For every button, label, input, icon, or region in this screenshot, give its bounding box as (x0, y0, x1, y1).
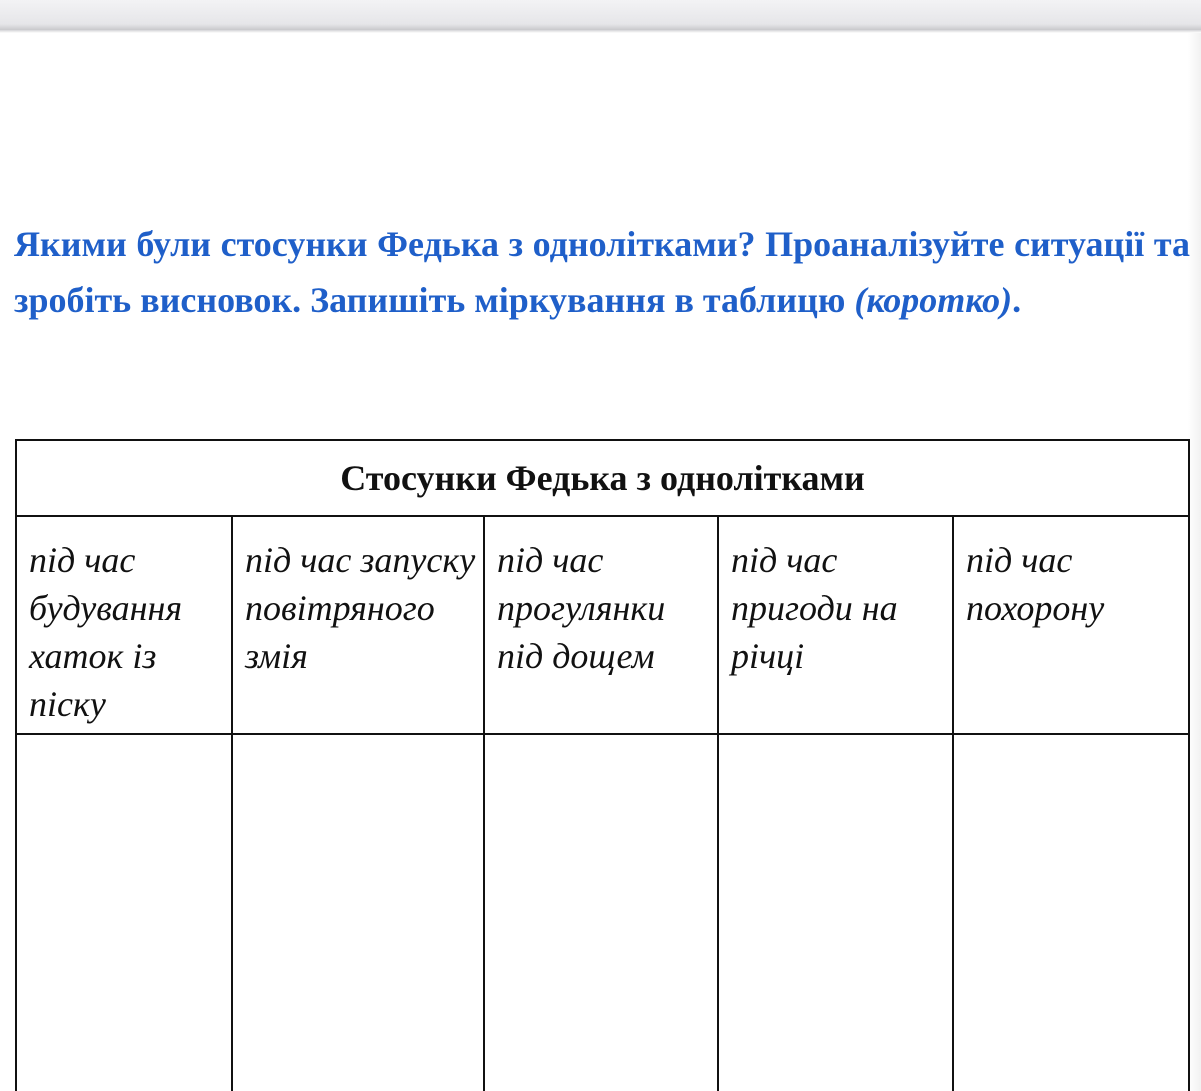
answer-cell-funeral[interactable] (953, 734, 1189, 1091)
column-header-funeral: під час похорону (953, 516, 1189, 734)
task-instructions (14, 216, 1190, 328)
table-title: Стосунки Федька з однолітками (16, 440, 1189, 516)
worksheet-table (15, 439, 1190, 1091)
task-question: Якими були стосунки Федька з однолітками? Проаналізуйте ситуації та зробіть висновок. Запишіть міркування в таблицю (14, 224, 1190, 320)
task-end: . (1012, 280, 1022, 320)
answer-cell-kite[interactable] (232, 734, 484, 1091)
viewer-top-bar (0, 0, 1201, 30)
answer-cell-rain-walk[interactable] (484, 734, 718, 1091)
top-bar-shadow (0, 30, 1201, 33)
column-header-sand-houses: під час будування хаток із піску (16, 516, 232, 734)
answer-cell-river[interactable] (718, 734, 953, 1091)
task-note: (коротко) (854, 280, 1013, 320)
column-header-kite: під час запуску повітряного змія (232, 516, 484, 734)
table-answer-row (16, 734, 1189, 1091)
column-header-rain-walk: під час прогулянки під дощем (484, 516, 718, 734)
table-header-row (16, 516, 1189, 734)
table-title-row (16, 440, 1189, 516)
answer-cell-sand-houses[interactable] (16, 734, 232, 1091)
column-header-river: під час пригоди на річці (718, 516, 953, 734)
